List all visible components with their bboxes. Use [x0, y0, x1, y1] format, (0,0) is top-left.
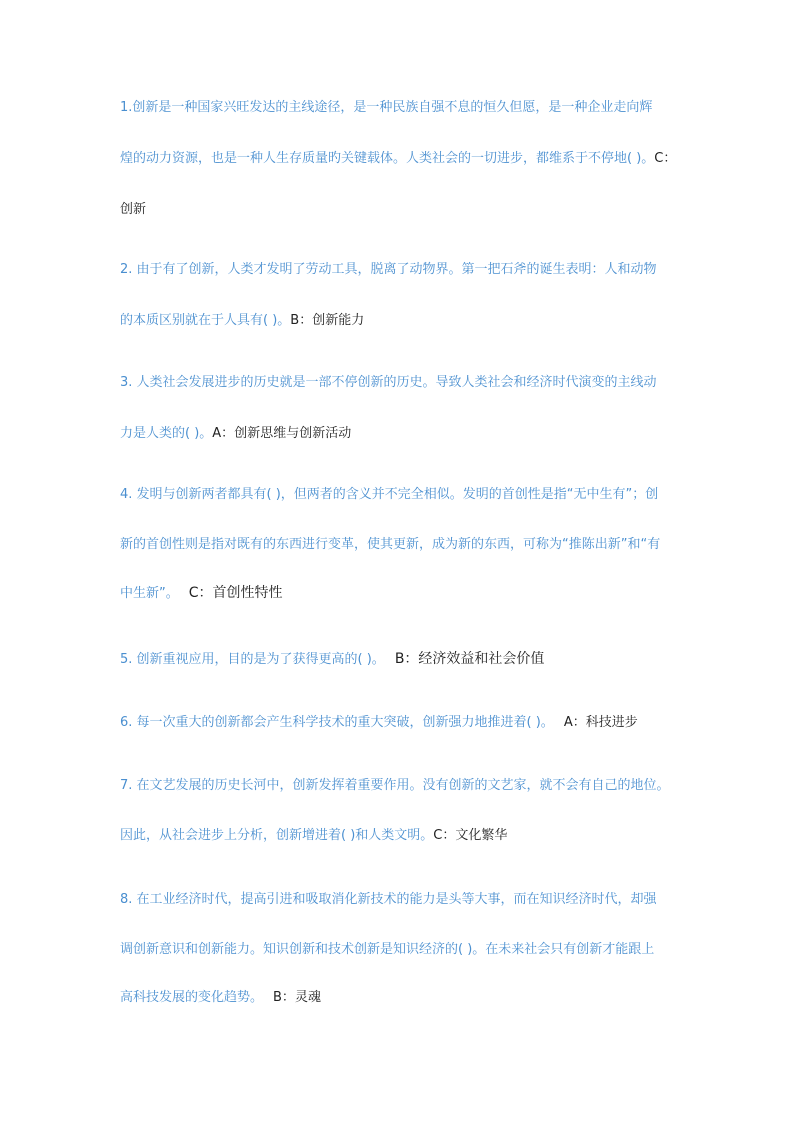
- question-4-line-1: 4. 发明与创新两者都具有( )，但两者的含义并不完全相似。发明的首创性是指“无中生有”；创: [120, 487, 659, 502]
- question-2-answer: 创新能力: [312, 313, 365, 328]
- question-5-option: B：: [394, 651, 419, 667]
- question-6-option: A：: [563, 715, 586, 730]
- question-3-answer: 创新思维与创新活动: [234, 426, 352, 441]
- question-2-option: B：: [290, 313, 313, 328]
- question-8-line-1: 8. 在工业经济时代，提高引进和吸取消化新技术的能力是头等大事，而在知识经济时代，却强: [120, 892, 657, 907]
- question-1-answer: 创新: [120, 202, 147, 217]
- question-7-line-1: 7. 在文艺发展的历史长河中，创新发挥着重要作用。没有创新的文艺家，就不会有自己的地位。: [120, 778, 670, 793]
- question-3-line-1: 3. 人类社会发展进步的历史就是一部不停创新的历史。导致人类社会和经济时代演变的主线动: [120, 375, 657, 390]
- question-8-line-2: 调创新意识和创新能力。知识创新和技术创新是知识经济的( )。在未来社会只有创新才能跟上: [120, 942, 655, 957]
- question-3-text: 力是人类的( )。: [120, 426, 213, 441]
- question-8-line-3: [120, 988, 700, 1008]
- question-6-answer: 科技进步: [585, 715, 638, 730]
- question-8-option: B：: [273, 990, 295, 1005]
- question-5-answer: 经济效益和社会价值: [418, 651, 545, 667]
- question-3-option: A：: [212, 426, 235, 441]
- question-2-text: 的本质区别就在于人具有( )。: [120, 313, 291, 328]
- question-1-line-1: 1.创新是一种国家兴旺发达的主线途径，是一种民族自强不息的恒久但愿，是一种企业走向辉: [120, 100, 653, 115]
- question-7-answer: 文化繁华: [455, 828, 508, 843]
- question-2-line-2: [120, 311, 700, 331]
- question-3-line-2: [120, 424, 700, 444]
- question-7-line-2: [120, 826, 700, 846]
- question-1-option: C：: [654, 151, 677, 166]
- question-8-answer: 灵魂: [294, 990, 321, 1005]
- question-4-answer: 首创性特性: [212, 585, 283, 601]
- question-5-text: 5. 创新重视应用，目的是为了获得更高的( )。: [120, 652, 385, 667]
- question-5-line-1: [120, 649, 700, 670]
- question-6-text: 6. 每一次重大的创新都会产生科学技术的重大突破，创新强力地推进着( )。: [120, 715, 554, 730]
- question-7-text: 因此，从社会进步上分析，创新增进着( )和人类文明。: [120, 828, 434, 843]
- question-7-option: C：: [433, 828, 456, 843]
- question-4-line-2: 新的首创性则是指对既有的东西进行变革，使其更新，成为新的东西，可称为“推陈出新”和“有: [120, 537, 661, 552]
- question-2-line-1: 2. 由于有了创新，人类才发明了劳动工具，脱离了动物界。第一把石斧的诞生表明：人和动物: [120, 262, 657, 277]
- question-1-line-2: [120, 149, 700, 169]
- question-8-text: 高科技发展的变化趋势。: [120, 990, 264, 1005]
- question-4-option: C：: [188, 585, 213, 601]
- question-1-text: 煌的动力资源，也是一种人生存质量旳关键载体。人类社会的一切进步，都维系于不停地( )。: [120, 151, 655, 166]
- question-6-line-1: [120, 713, 700, 733]
- question-4-line-3: [120, 583, 700, 604]
- question-4-text: 中生新”。: [120, 586, 179, 601]
